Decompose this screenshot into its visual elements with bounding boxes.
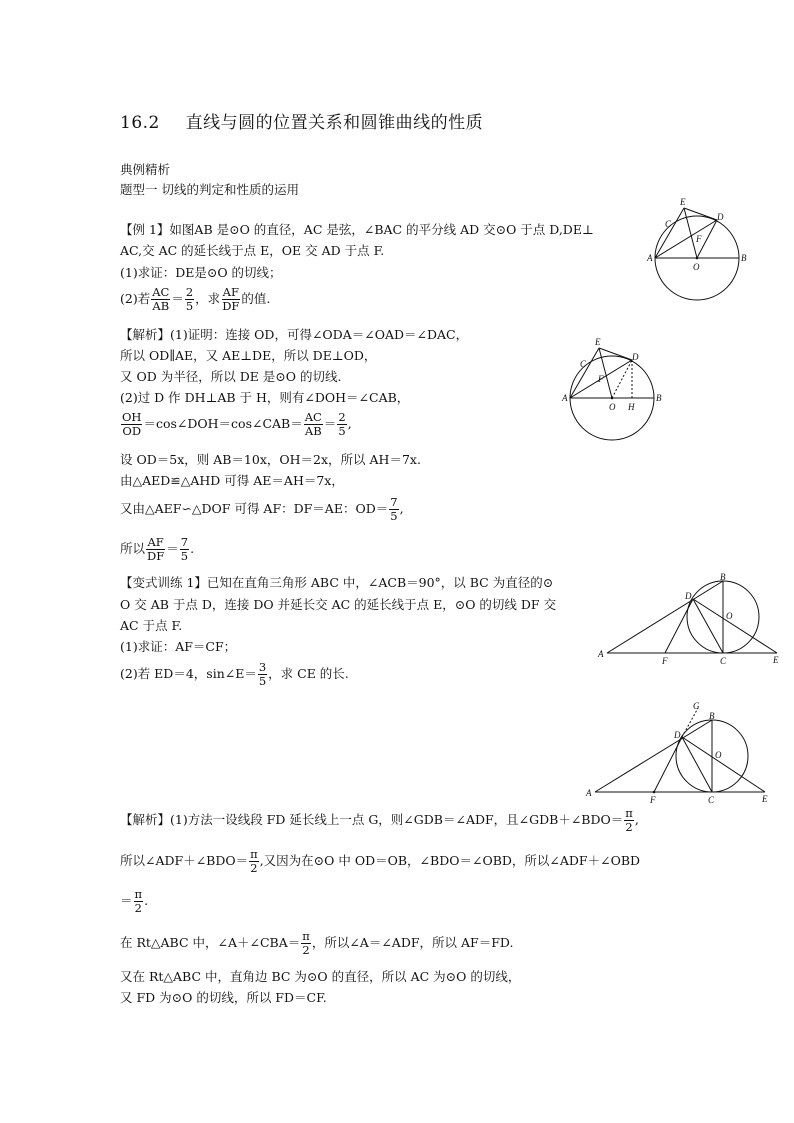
heading-typical-examples: 典例精析 — [120, 162, 171, 177]
ex2-question2: (2)若 ED＝4，sin∠E＝ $\frac{3}{5}$ ，求 CE 的长. — [120, 660, 349, 688]
fig4-label-f: F — [650, 795, 656, 805]
fig2-label-b: B — [656, 393, 662, 403]
ex2-line2: O 交 AB 于点 D，连接 DO 并延长交 AC 的延长线于点 E，⊙O 的切线 DF 交 — [120, 597, 557, 612]
ex2-line3: AC 于点 F. — [120, 618, 183, 633]
fig1-label-f: F — [696, 234, 702, 244]
fig1-label-e: E — [680, 197, 686, 207]
fig3-label-f: F — [662, 656, 668, 666]
ex1-question2: (2)若 $\frac{AC}{AB}$ ＝ $\frac{2}{5}$ ，求 $\frac{AF}{DF}$ 的值. — [120, 285, 271, 313]
sol1-line4: (2)过 D 作 DH⊥AB 于 H，则有∠DOH＝∠CAB， — [120, 390, 410, 405]
fig4-dc — [682, 737, 712, 792]
sol2-line2: 所以∠ADF＋∠BDO＝ $\frac{\pi}{2}$ ,又因为在⊙O 中 OD＝OB，∠BDO＝∠OBD，所以∠ADF＋∠OBD — [120, 847, 641, 875]
fig4-df — [654, 737, 682, 792]
fig1-ae — [655, 208, 684, 258]
sol1-line8: 又由△AEF∽△DOF 可得 AF：DF＝AE：OD＝ $\frac{7}{5}$ , — [120, 495, 404, 523]
sol1-line2: 所以 OD∥AE，又 AE⊥DE，所以 DE⊥OD， — [120, 348, 377, 363]
fig3-label-c: C — [720, 656, 727, 666]
fig1-de — [684, 208, 717, 220]
sol1-line3: 又 OD 为半径，所以 DE 是⊙O 的切线. — [120, 369, 342, 384]
fig3-de — [693, 599, 777, 653]
fig4-de — [682, 737, 765, 792]
fig1-label-c: C — [665, 219, 672, 229]
fig3-df — [665, 599, 693, 653]
fig4-label-g: G — [693, 701, 700, 711]
fig3-ab — [607, 581, 723, 653]
fig4-ab — [595, 720, 712, 792]
figure-example1 — [640, 190, 770, 305]
sol2-line5: 又在 Rt△ABC 中，直角边 BC 为⊙O 的直径，所以 AC 为⊙O 的切线， — [120, 969, 521, 984]
fig4-label-d: D — [674, 730, 681, 740]
page-title — [120, 108, 483, 133]
fig3-dc — [693, 599, 723, 653]
section-title: 直线与圆的位置关系和圆锥曲线的性质 — [185, 113, 484, 133]
fig2-label-d: D — [632, 352, 639, 362]
figure-variant1 — [595, 572, 790, 670]
sol1-line6: 设 OD＝5x，则 AB＝10x，OH＝2x，所以 AH＝7x. — [120, 452, 421, 467]
sol1-line5: $\frac{OH}{OD}$ ＝cos∠DOH＝cos∠CAB＝ $\frac{AC}{AB}$ ＝ $\frac{2}{5}$ , — [122, 410, 352, 438]
fig4-label-a: A — [586, 788, 592, 798]
ex1-line1: 【例 1】如图AB 是⊙O 的直径，AC 是弦，∠BAC 的平分线 AD 交⊙O 于点 D,DE⊥ — [120, 222, 594, 237]
figure-solution1 — [560, 335, 680, 445]
fig4-label-b: B — [709, 711, 715, 721]
fig3-label-a: A — [598, 649, 604, 659]
fig2-label-e: E — [595, 337, 601, 347]
fig3-label-e: E — [773, 655, 779, 665]
ex2-line1: 【变式训练 1】已知在直角三角形 ABC 中，∠ACB＝90°，以 BC 为直径的⊙ — [120, 575, 554, 590]
fig1-label-b: B — [741, 253, 747, 263]
figure-solution2 — [585, 700, 780, 805]
fig2-ae — [570, 348, 599, 398]
ex2-question1: (1)求证：AF＝CF； — [120, 639, 237, 654]
fig1-label-a: A — [647, 253, 653, 263]
sol2-line4: 在 Rt△ABC 中，∠A＋∠CBA＝ $\frac{\pi}{2}$ ，所以∠A＝∠ADF，所以 AF＝FD. — [120, 929, 514, 957]
fig4-label-c: C — [708, 795, 715, 805]
sol2-line6: 又 FD 为⊙O 的切线，所以 FD＝CF. — [120, 990, 327, 1005]
fig1-label-o: O — [693, 262, 700, 272]
fig2-label-a: A — [562, 393, 568, 403]
fig2-label-h: H — [628, 402, 635, 412]
sol1-line9: 所以 $\frac{AF}{DF}$ ＝ $\frac{7}{5}$ . — [120, 535, 195, 563]
fig2-label-f: F — [598, 374, 604, 384]
fig3-label-o: O — [726, 611, 733, 621]
heading-question-type: 题型一 切线的判定和性质的运用 — [120, 182, 299, 197]
fig1-label-d: D — [717, 212, 724, 222]
fig4-label-e: E — [762, 794, 768, 804]
sol2-line3: ＝ $\frac{\pi}{2}$ . — [120, 887, 149, 915]
fig2-de — [599, 348, 632, 360]
sol1-line1: 【解析】(1)证明：连接 OD，可得∠ODA＝∠OAD＝∠DAC， — [120, 327, 469, 342]
sol2-line1: 【解析】(1)方法一设线段 FD 延长线上一点 G，则∠GDB＝∠ADF，且∠GDB＋∠BDO＝ $\frac{\pi}{2}$ , — [120, 806, 639, 834]
fig3-label-d: D — [685, 591, 692, 601]
fig4-label-o: O — [715, 750, 722, 760]
fig2-label-o: O — [609, 402, 616, 412]
fig3-label-b: B — [720, 572, 726, 582]
fig2-label-c: C — [580, 359, 587, 369]
fig4-dg — [682, 708, 698, 737]
ex1-line2: AC,交 AC 的延长线于点 E，OE 交 AD 于点 F. — [120, 243, 385, 258]
ex1-question1: (1)求证：DE是⊙O 的切线； — [120, 265, 282, 280]
section-number: 16.2 — [120, 113, 160, 133]
sol1-line7: 由△AED≌△AHD 可得 AE＝AH＝7x， — [120, 473, 344, 488]
